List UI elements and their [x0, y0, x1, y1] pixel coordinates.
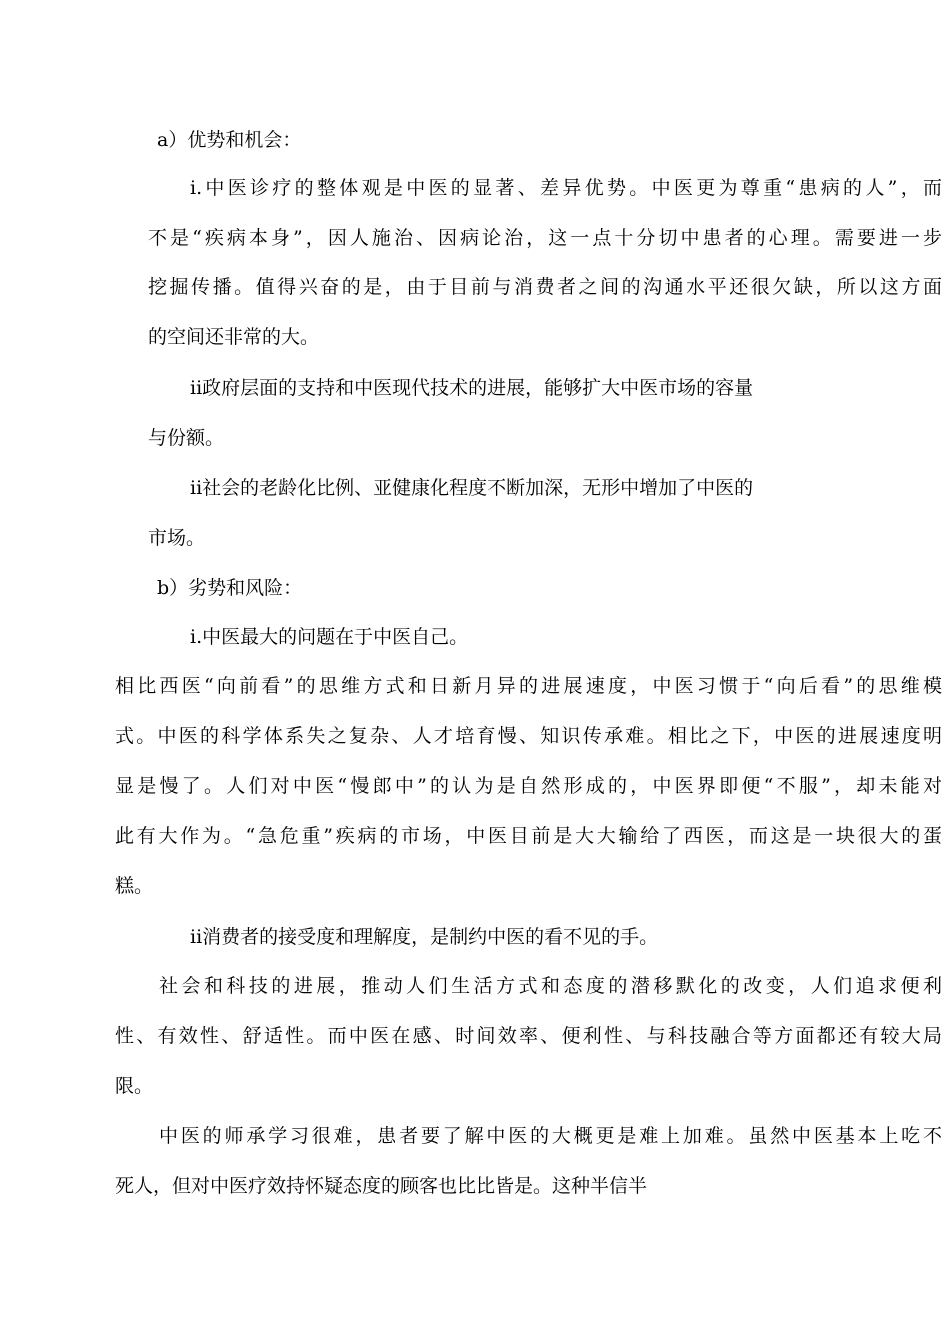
- paragraph-a-ii-line-2: 与份额。: [148, 427, 225, 449]
- section-a-heading: a）优势和机会：: [157, 129, 302, 151]
- paragraph-a-i-line-3: 挖掘传播。值得兴奋的是，由于目前与消费者之间的沟通水平还很欠缺，所以这方面: [148, 276, 942, 298]
- paragraph-b-ii-line-2: 性、有效性、舒适性。而中医在感、时间效率、便利性、与科技融合等方面都还有较大局: [115, 1025, 942, 1047]
- paragraph-b-iii-line-1: 中医的师承学习很难，患者要了解中医的大概更是难上加难。虽然中医基本上吃不: [159, 1125, 942, 1147]
- paragraph-a-iii-line-1: ii社会的老龄化比例、亚健康化程度不断加深，无形中增加了中医的: [190, 477, 754, 499]
- paragraph-b-ii-line-3: 限。: [115, 1075, 154, 1097]
- paragraph-b-i-line-5: 糕。: [115, 875, 154, 897]
- paragraph-a-i-line-4: 的空间还非常的大。: [148, 326, 320, 348]
- paragraph-b-i-line-1: 相比西医“向前看”的思维方式和日新月异的进展速度，中医习惯于“向后看”的思维模: [115, 675, 942, 697]
- paragraph-b-ii-line-1: 社会和科技的进展，推动人们生活方式和态度的潜移默化的改变，人们追求便利: [159, 975, 942, 997]
- paragraph-b-ii-lead: ii消费者的接受度和理解度，是制约中医的看不见的手。: [190, 926, 659, 948]
- paragraph-b-iii-line-2: 死人，但对中医疗效持怀疑态度的顾客也比比皆是。这种半信半: [115, 1175, 648, 1197]
- paragraph-a-ii-line-1: ii政府层面的支持和中医现代技术的进展，能够扩大中医市场的容量: [190, 377, 754, 399]
- paragraph-b-i-line-3: 显是慢了。人们对中医“慢郎中”的认为是自然形成的，中医界即便“不服”，却未能对: [115, 775, 942, 797]
- paragraph-a-i-line-1: i.中医诊疗的整体观是中医的显著、差异优势。中医更为尊重“患病的人”，而: [190, 177, 942, 199]
- paragraph-a-i-line-2: 不是“疾病本身”，因人施治、因病论治，这一点十分切中患者的心理。需要进一步: [148, 227, 942, 249]
- section-b-heading: b）劣势和风险：: [157, 577, 303, 599]
- paragraph-b-i-line-4: 此有大作为。“急危重”疾病的市场，中医目前是大大输给了西医，而这是一块很大的蛋: [115, 825, 942, 847]
- paragraph-a-iii-line-2: 市场。: [148, 527, 206, 549]
- paragraph-b-i-line-2: 式。中医的科学体系失之复杂、人才培育慢、知识传承难。相比之下，中医的进展速度明: [115, 725, 942, 747]
- paragraph-b-i-lead: i.中医最大的问题在于中医自己。: [190, 626, 469, 648]
